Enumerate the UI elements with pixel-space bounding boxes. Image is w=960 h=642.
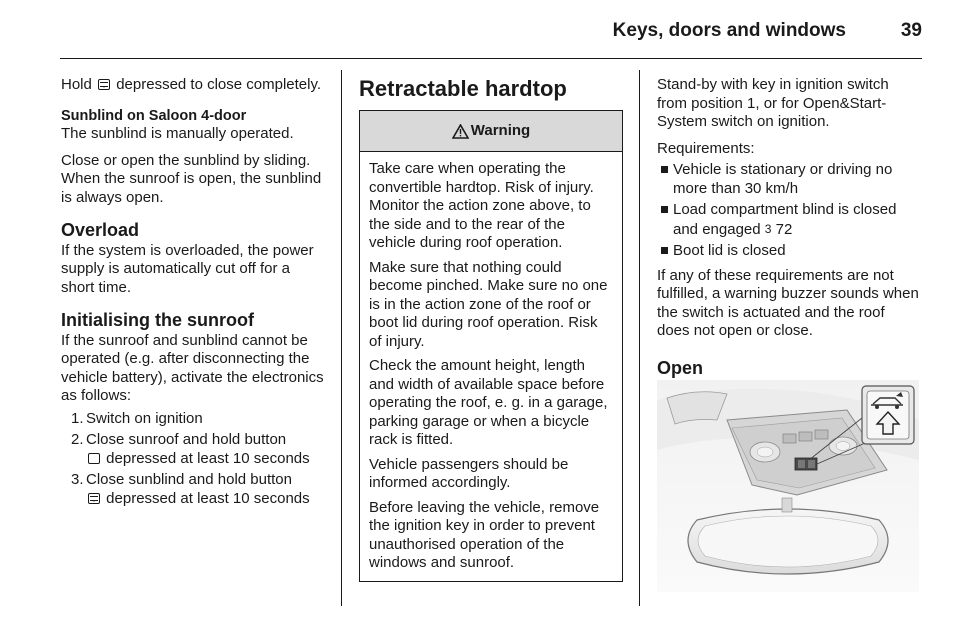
sunblind-paragraph: Close or open the sunblind by sliding. When the sunroof is open, the sunblind is always open. — [61, 151, 322, 206]
open-heading: Open — [657, 357, 704, 378]
list-item: Load compartment blind is closed and engaged 3 72 — [657, 201, 919, 239]
requirements-list — [657, 161, 919, 261]
sunblind-heading: Sunblind on Saloon 4-door — [61, 107, 247, 124]
sunblind-button-icon — [98, 79, 110, 90]
standby-paragraph: Stand-by with key in ignition switch from position 1, or for Open&Start-System switch on ignition. — [657, 76, 889, 130]
page-reference-link[interactable]: 72 — [775, 220, 793, 238]
page-reference-icon: 3 — [764, 221, 772, 236]
column-left — [61, 76, 327, 511]
init-steps — [61, 410, 327, 509]
warning-header — [360, 111, 622, 152]
init-heading: Initialising the sunroof — [61, 310, 254, 330]
sunblind-button-icon — [88, 493, 100, 504]
roof-open-switch-icon — [862, 386, 914, 444]
warning-paragraph: Take care when operating the convertible hardtop. Risk of injury. Monitor the action zone above, to the side and to the rear of the vehicle during roof operation. — [369, 160, 594, 251]
warning-paragraph: Vehicle passengers should be informed accordingly. — [369, 455, 569, 491]
list-item: 2. Close sunroof and hold button depressed at least 10 seconds — [71, 431, 310, 467]
buzzer-paragraph: If any of these requirements are not fulfilled, a warning buzzer sounds when the switch is actuated and the roof does not open or close. — [657, 266, 919, 339]
warning-label: Warning — [470, 121, 531, 139]
requirements-label: Requirements: — [657, 139, 755, 157]
sunblind-section: Sunblind on Saloon 4-door The sunblind is manually operated. — [61, 107, 294, 142]
list-item: 3. Close sunblind and hold button depressed at least 10 seconds — [71, 471, 310, 507]
list-item: Vehicle is stationary or driving no more than 30 km/h — [657, 161, 919, 198]
column-right — [657, 76, 919, 379]
page-number: 39 — [900, 20, 922, 41]
overhead-console-illustration — [657, 380, 919, 592]
warning-paragraph: Make sure that nothing could become pinched. Make sure no one is in the action zone of the roof or boot lid during roof operation. Risk of injury. — [369, 258, 608, 350]
warning-paragraph: Check the amount height, length and width of available space before operating the roof, e. g. in a garage, parking garage or when a bicycle rack is fitted. — [369, 357, 608, 448]
intro-paragraph: Hold depressed to close completely. — [61, 76, 322, 93]
section-title: Retractable hardtop — [359, 76, 567, 101]
column-divider — [639, 70, 640, 606]
init-paragraph: If the sunroof and sunblind cannot be operated (e.g. after disconnecting the vehicle battery), activate the electronics as follows: — [61, 331, 324, 404]
list-item: 1. Switch on ignition — [71, 409, 203, 427]
list-item: Boot lid is closed — [657, 242, 919, 261]
overload-paragraph: If the system is overloaded, the power supply is automatically cut off for a short time. — [61, 241, 314, 296]
warning-paragraph: Before leaving the vehicle, remove the ignition key in order to prevent unauthorised operation of the windows and sunroof. — [369, 498, 600, 571]
overhead-console-figure — [657, 380, 919, 592]
warning-box — [359, 110, 623, 582]
sunroof-button-icon — [88, 453, 100, 464]
warning-triangle-icon — [452, 124, 469, 139]
overload-heading: Overload — [61, 220, 140, 240]
page-header — [60, 0, 922, 59]
warning-body — [360, 152, 622, 581]
header-title: Keys, doors and windows — [612, 20, 846, 41]
column-middle — [359, 76, 623, 582]
column-divider — [341, 70, 342, 606]
